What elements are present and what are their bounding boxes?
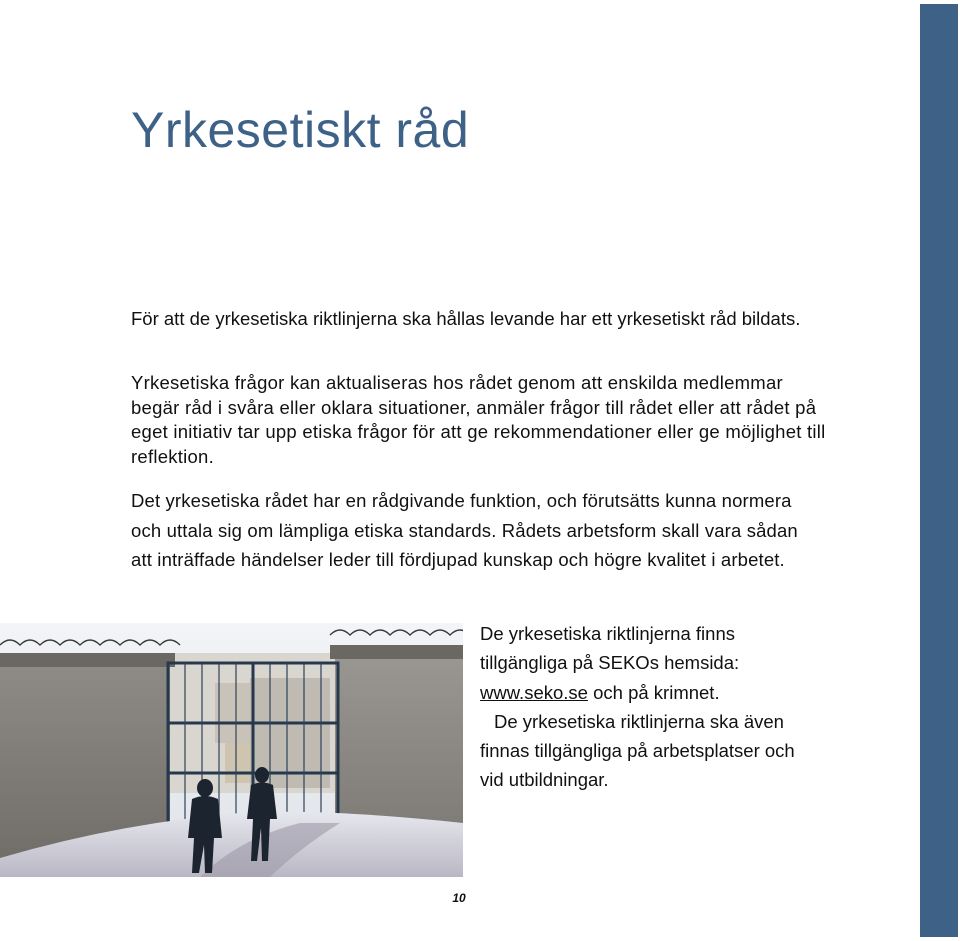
prison-gate-photo (0, 623, 463, 877)
questions-paragraph: Yrkesetiska frågor kan aktualiseras hos rådet genom att enskilda medlemmar begär råd i svåra eller oklara situationer, anmäler frågor till rådet eller att rådet på eget initiativ tar upp etiska frågor för att ge rekommendationer eller ge möjlighet till reflektion. (131, 372, 826, 467)
page-number: 10 (452, 891, 466, 905)
note-text-2: och på krimnet. (587, 681, 720, 703)
intro-paragraph: För att de yrkesetiska riktlinjerna ska hållas levande har ett yrkesetiskt råd bildats. (131, 308, 801, 329)
note-text-1: De yrkesetiska riktlinjerna finns tillgängliga på SEKOs hemsida: (480, 623, 740, 674)
note-text-3: De yrkesetiska riktlinjerna ska även finnas tillgängliga på arbetsplatser och vid utbildningar. (480, 710, 795, 791)
seko-link[interactable]: www.seko.se (480, 681, 588, 703)
side-color-bar (920, 4, 958, 937)
page-title: Yrkesetiskt råd (131, 102, 470, 158)
function-paragraph: Det yrkesetiska rådet har en rådgivande funktion, och förutsätts kunna normera och uttala sig om lämpliga etiska standards. Rådets arbetsform skall vara sådan att inträffade händelser leder till fördjupad kunskap och högre kvalitet i arbetet. (131, 490, 798, 570)
website-note (480, 619, 810, 795)
